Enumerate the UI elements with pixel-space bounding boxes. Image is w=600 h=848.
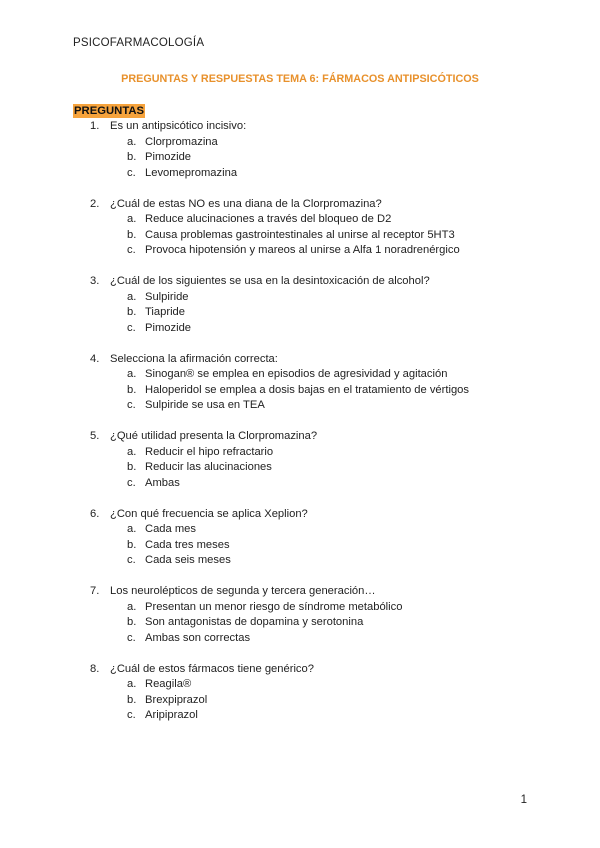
question-text: ¿Con qué frecuencia se aplica Xeplion? bbox=[110, 507, 308, 520]
page-header: PSICOFARMACOLOGÍA bbox=[73, 37, 205, 49]
option-text: Reducir las alucinaciones bbox=[145, 461, 272, 473]
option-text: Cada tres meses bbox=[145, 538, 230, 551]
option-item bbox=[0, 367, 600, 383]
option-item bbox=[0, 600, 600, 616]
question-6 bbox=[0, 507, 600, 585]
option-letter: b. bbox=[127, 306, 137, 318]
question-8 bbox=[0, 662, 600, 724]
option-text: Sinogan® se emplea en episodios de agresividad y agitación bbox=[145, 368, 448, 380]
question-2 bbox=[0, 197, 600, 275]
question-1 bbox=[0, 119, 600, 197]
option-letter: a. bbox=[127, 213, 137, 225]
option-letter: a. bbox=[127, 368, 137, 380]
section-heading: PREGUNTAS bbox=[74, 105, 145, 117]
option-item bbox=[0, 522, 600, 538]
option-letter: b. bbox=[127, 461, 137, 473]
option-letter: c. bbox=[127, 244, 136, 256]
option-letter: c. bbox=[127, 166, 136, 179]
option-item bbox=[0, 398, 600, 414]
option-item bbox=[0, 677, 600, 693]
option-text: Ambas bbox=[145, 476, 180, 489]
page-number: 1 bbox=[520, 794, 527, 806]
option-item bbox=[0, 553, 600, 569]
option-item bbox=[0, 383, 600, 399]
option-text: Son antagonistas de dopamina y serotonina bbox=[145, 616, 364, 628]
option-text: Clorpromazina bbox=[145, 135, 218, 148]
option-item bbox=[0, 150, 600, 166]
question-number: 2. bbox=[90, 197, 100, 210]
option-text: Cada mes bbox=[145, 523, 196, 535]
question-3 bbox=[0, 274, 600, 352]
option-letter: a. bbox=[127, 523, 137, 535]
option-item bbox=[0, 321, 600, 337]
option-item bbox=[0, 135, 600, 151]
option-item bbox=[0, 708, 600, 724]
question-number: 8. bbox=[90, 662, 100, 675]
option-text: Pimozide bbox=[145, 321, 192, 334]
question-text: Es un antipsicótico incisivo: bbox=[110, 120, 247, 132]
option-text: Reduce alucinaciones a través del bloqueo de D2 bbox=[145, 213, 392, 225]
option-text: Sulpiride se usa en TEA bbox=[145, 399, 265, 411]
question-5 bbox=[0, 429, 600, 507]
option-letter: b. bbox=[127, 228, 137, 241]
option-item bbox=[0, 538, 600, 554]
option-item bbox=[0, 445, 600, 461]
option-letter: c. bbox=[127, 709, 136, 721]
option-item bbox=[0, 290, 600, 306]
option-letter: c. bbox=[127, 399, 136, 411]
option-letter: b. bbox=[127, 693, 137, 706]
option-letter: a. bbox=[127, 600, 137, 613]
question-text: ¿Qué utilidad presenta la Clorpromazina? bbox=[110, 430, 318, 442]
option-letter: c. bbox=[127, 631, 136, 644]
option-text: Tiapride bbox=[145, 306, 186, 318]
option-text: Pimozide bbox=[145, 151, 192, 163]
question-number: 7. bbox=[90, 585, 100, 597]
question-number: 6. bbox=[90, 507, 100, 520]
question-number: 1. bbox=[90, 120, 100, 132]
option-letter: b. bbox=[127, 538, 137, 551]
question-text: Los neurolépticos de segunda y tercera generación… bbox=[110, 585, 376, 597]
questions-list bbox=[0, 119, 600, 724]
question-7 bbox=[0, 584, 600, 662]
option-letter: c. bbox=[127, 476, 136, 489]
option-letter: b. bbox=[127, 616, 137, 628]
option-text: Haloperidol se emplea a dosis bajas en el tratamiento de vértigos bbox=[145, 383, 470, 396]
option-letter: a. bbox=[127, 678, 137, 690]
document-title: PREGUNTAS Y RESPUESTAS TEMA 6: FÁRMACOS ANTIPSICÓTICOS bbox=[121, 73, 479, 85]
option-item bbox=[0, 693, 600, 709]
question-text: ¿Cuál de estos fármacos tiene genérico? bbox=[110, 662, 314, 675]
option-text: Cada seis meses bbox=[145, 554, 231, 566]
option-text: Ambas son correctas bbox=[145, 631, 251, 644]
option-letter: b. bbox=[127, 151, 137, 163]
option-item bbox=[0, 305, 600, 321]
option-text: Reducir el hipo refractario bbox=[145, 445, 274, 458]
option-text: Sulpiride bbox=[145, 290, 189, 303]
option-item bbox=[0, 476, 600, 492]
question-text: Selecciona la afirmación correcta: bbox=[110, 352, 278, 365]
option-letter: a. bbox=[127, 445, 137, 458]
option-item bbox=[0, 615, 600, 631]
option-text: Provoca hipotensión y mareos al unirse a Alfa 1 noradrenérgico bbox=[145, 244, 460, 256]
question-text: ¿Cuál de los siguientes se usa en la desintoxicación de alcohol? bbox=[110, 275, 430, 287]
option-text: Aripiprazol bbox=[145, 709, 198, 721]
option-item bbox=[0, 631, 600, 647]
option-text: Causa problemas gastrointestinales al unirse al receptor 5HT3 bbox=[145, 228, 455, 241]
question-4 bbox=[0, 352, 600, 430]
question-number: 3. bbox=[90, 275, 100, 287]
option-letter: c. bbox=[127, 321, 136, 334]
question-number: 4. bbox=[90, 352, 100, 365]
option-text: Brexpiprazol bbox=[145, 693, 208, 706]
option-item bbox=[0, 166, 600, 182]
question-number: 5. bbox=[90, 430, 100, 442]
option-item bbox=[0, 460, 600, 476]
option-text: Levomepromazina bbox=[145, 166, 238, 179]
option-text: Reagila® bbox=[145, 678, 192, 690]
option-letter: a. bbox=[127, 290, 137, 303]
option-item bbox=[0, 243, 600, 259]
option-letter: a. bbox=[127, 135, 137, 148]
option-text: Presentan un menor riesgo de síndrome metabólico bbox=[145, 600, 403, 613]
option-item bbox=[0, 212, 600, 228]
option-item bbox=[0, 228, 600, 244]
question-text: ¿Cuál de estas NO es una diana de la Clorpromazina? bbox=[110, 197, 382, 210]
option-letter: c. bbox=[127, 554, 136, 566]
option-letter: b. bbox=[127, 383, 137, 396]
